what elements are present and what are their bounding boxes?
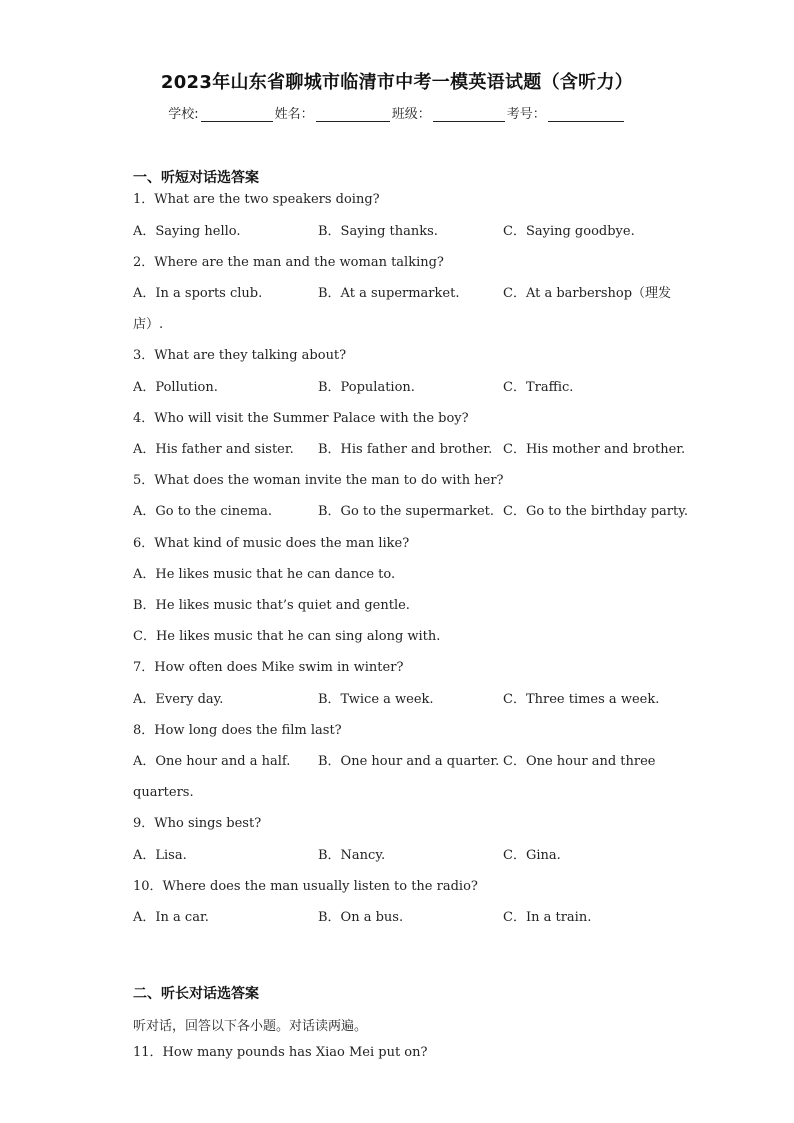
section-1-heading: 一、听短对话选答案 (133, 170, 259, 186)
q2-option-c-continued: 店）. (133, 317, 164, 332)
exam-number-label: 考号： (506, 107, 546, 122)
section-2-heading: 二、听长对话选答案 (133, 986, 259, 1002)
q5-option-a: A．Go to the cinema. (133, 504, 273, 519)
q10-option-b: B．On a bus. (318, 910, 404, 925)
q2-option-a: A．In a sports club. (133, 286, 263, 301)
class-blank[interactable] (433, 107, 505, 122)
q7-option-c: C．Three times a week. (503, 692, 660, 707)
question-3: 3．What are they talking about? (133, 348, 347, 363)
q1-option-b: B．Saying thanks. (318, 224, 438, 239)
question-9: 9．Who sings best? (133, 816, 262, 831)
q4-option-a: A．His father and sister. (133, 442, 294, 457)
q5-option-c: C．Go to the birthday party. (503, 504, 688, 519)
exam-title: 2023年山东省聊城市临清市中考一模英语试题（含听力） (160, 72, 634, 93)
question-2: 2．Where are the man and the woman talking? (133, 255, 444, 270)
question-8: 8．How long does the film last? (133, 723, 342, 738)
q2-option-c: C．At a barbershop（理发 (503, 286, 672, 301)
q6-option-a: A．He likes music that he can dance to. (133, 567, 396, 582)
question-6: 6．What kind of music does the man like? (133, 536, 410, 551)
q8-option-b: B．One hour and a quarter. (318, 754, 500, 769)
q9-option-a: A．Lisa. (133, 848, 187, 863)
q5-option-b: B．Go to the supermarket. (318, 504, 494, 519)
q1-option-a: A．Saying hello. (133, 224, 241, 239)
student-info-line (0, 103, 794, 122)
q6-option-c: C．He likes music that he can sing along with. (133, 629, 441, 644)
q9-option-c: C．Gina. (503, 848, 561, 863)
question-11: 11．How many pounds has Xiao Mei put on? (133, 1045, 428, 1060)
q8-option-c: C．One hour and three (503, 754, 656, 769)
q3-option-a: A．Pollution. (133, 380, 218, 395)
school-label: 学校: (168, 107, 199, 122)
exam-number-blank[interactable] (548, 107, 624, 122)
q10-option-a: A．In a car. (133, 910, 209, 925)
q7-option-b: B．Twice a week. (318, 692, 434, 707)
question-5: 5．What does the woman invite the man to do with her? (133, 473, 504, 488)
q10-option-c: C．In a train. (503, 910, 592, 925)
q3-option-c: C．Traffic. (503, 380, 574, 395)
question-1: 1．What are the two speakers doing? (133, 192, 380, 207)
question-7: 7．How often does Mike swim in winter? (133, 660, 404, 675)
question-4: 4．Who will visit the Summer Palace with the boy? (133, 411, 469, 426)
q4-option-c: C．His mother and brother. (503, 442, 686, 457)
class-label: 班级： (391, 107, 431, 122)
q7-option-a: A．Every day. (133, 692, 224, 707)
q4-option-b: B．His father and brother. (318, 442, 493, 457)
q3-option-b: B．Population. (318, 380, 415, 395)
question-10: 10．Where does the man usually listen to the radio? (133, 879, 478, 894)
q8-option-c-continued: quarters. (133, 785, 194, 800)
q9-option-b: B．Nancy. (318, 848, 386, 863)
school-blank[interactable] (201, 107, 273, 122)
name-blank[interactable] (316, 107, 390, 122)
name-label: 姓名： (274, 107, 314, 122)
section-2-instruction: 听对话，回答以下各小题。对话读两遍。 (133, 1019, 368, 1034)
q2-option-b: B．At a supermarket. (318, 286, 460, 301)
q6-option-b: B．He likes music that’s quiet and gentle. (133, 598, 410, 613)
q8-option-a: A．One hour and a half. (133, 754, 291, 769)
q1-option-c: C．Saying goodbye. (503, 224, 635, 239)
